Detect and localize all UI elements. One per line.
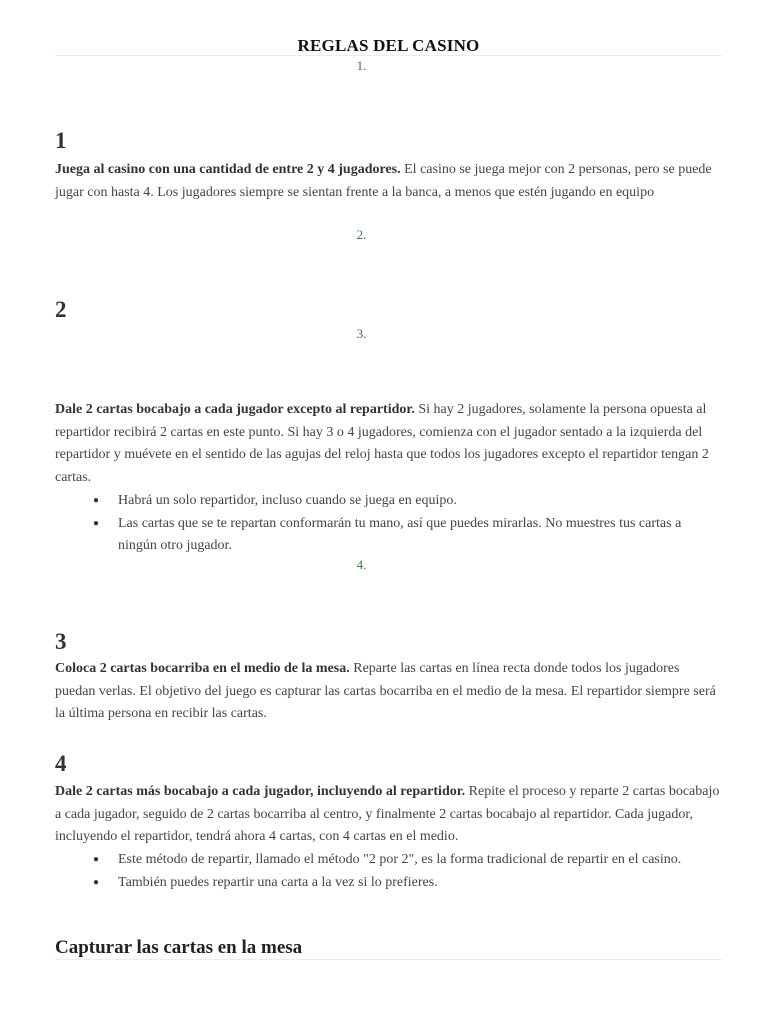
step-2-paragraph <box>55 399 722 490</box>
step-marker-4: 4. <box>356 557 367 572</box>
section-divider <box>55 959 722 960</box>
step-4-bullet-list <box>55 849 722 894</box>
step-3-paragraph <box>55 658 722 726</box>
step-3-text: Reparte las cartas en línea recta donde todos los jugadores puedan verlas. El objetivo del juego es capturar las cartas bocarriba en el medio de la mesa. El repartidor siempre será la última persona en recibir las cartas. <box>55 661 716 722</box>
step-4-paragraph <box>55 781 722 849</box>
step-1-text: El casino se juega mejor con 2 personas, pero se puede jugar con hasta 4. Los jugadores siempre se sientan frente a la banca, a menos que estén jugando en equipo <box>55 162 712 200</box>
step-marker-2: 2. <box>356 227 367 242</box>
section-heading: Capturar las cartas en la mesa <box>55 937 303 958</box>
step-number-3: 3 <box>55 629 67 654</box>
page-title: REGLAS DEL CASINO <box>297 36 480 55</box>
step-2-bullet-list <box>55 490 722 558</box>
step-number-4: 4 <box>55 751 67 776</box>
list-item <box>55 872 722 895</box>
bullet-dot-icon: ● <box>93 854 100 865</box>
step-marker-3: 3. <box>356 326 367 341</box>
bullet-dot-icon: ● <box>93 876 100 888</box>
bullet-dot-icon: ● <box>93 517 100 529</box>
bullet-text: También puedes repartir una carta a la vez si lo prefieres. <box>118 874 438 890</box>
step-2-bold-lead: Dale 2 cartas bocabajo a cada jugador excepto al repartidor. <box>55 402 415 417</box>
step-marker-1: 1. <box>356 58 367 73</box>
step-2-text: Si hay 2 jugadores, solamente la persona opuesta al repartidor recibirá 2 cartas en este punto. Si hay 3 o 4 jugadores, comienza con el jugador sentado a la izquierda del repartidor y muévete en el sentido de las agujas del reloj hasta que todos los jugadores excepto el repartidor tengan 2 cartas. <box>55 402 709 486</box>
bullet-text: Las cartas que se te repartan conformarán tu mano, así que puedes mirarlas. No muestres tus cartas a ningún otro jugador. <box>118 515 682 554</box>
list-item <box>55 513 722 558</box>
step-1-bold-lead: Juega al casino con una cantidad de entre 2 y 4 jugadores. <box>55 162 401 177</box>
step-4-bold-lead: Dale 2 cartas más bocabajo a cada jugador, incluyendo al repartidor. <box>55 784 466 799</box>
bullet-text: Habrá un solo repartidor, incluso cuando se juega en equipo. <box>118 493 457 508</box>
step-number-1: 1 <box>55 128 67 153</box>
bullet-dot-icon: ● <box>93 495 100 506</box>
list-item <box>55 849 722 872</box>
title-divider <box>55 55 722 56</box>
step-4-text: Repite el proceso y reparte 2 cartas bocabajo a cada jugador, seguido de 2 cartas bocarriba al centro, y finalmente 2 cartas bocabajo al repartidor. Cada jugador, incluyendo el repartidor, tendrá ahora 4 cartas, con 4 cartas en el medio. <box>55 784 720 845</box>
step-3-bold-lead: Coloca 2 cartas bocarriba en el medio de la mesa. <box>55 661 350 676</box>
step-1-paragraph <box>55 159 722 204</box>
bullet-text: Este método de repartir, llamado el método "2 por 2", es la forma tradicional de repartir en el casino. <box>118 852 682 867</box>
list-item <box>55 490 722 513</box>
step-number-2: 2 <box>55 297 67 322</box>
